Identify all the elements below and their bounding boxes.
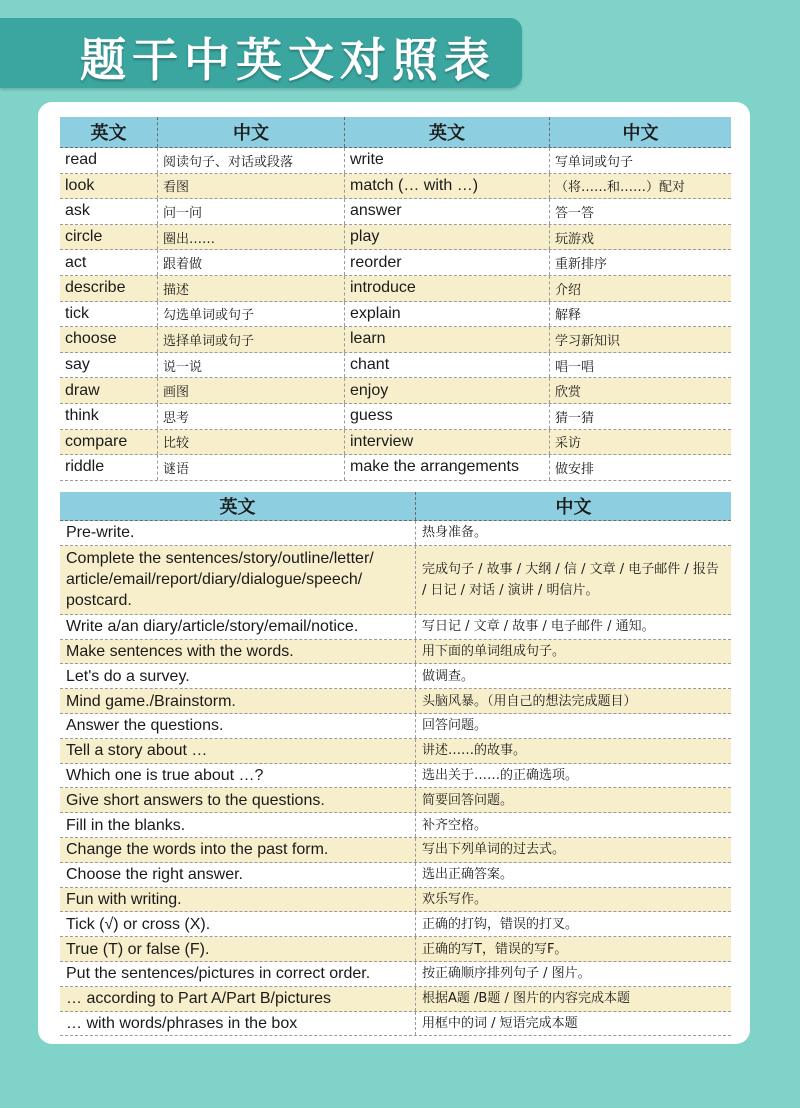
english-instruction: Tick (√) or cross (X).	[60, 912, 416, 936]
header-chinese-2: 中文	[622, 123, 659, 144]
english-term: compare	[60, 430, 158, 455]
chinese-instruction: 头脑风暴。（用自己的想法完成题目）	[422, 693, 637, 709]
english-term: say	[60, 353, 158, 378]
english-instruction: … with words/phrases in the box	[60, 1012, 416, 1036]
english-term: make the arrangements	[345, 455, 550, 480]
table-row	[60, 912, 731, 937]
table-row	[60, 987, 731, 1012]
chinese-instruction: 做调查。	[422, 668, 475, 684]
table-row	[60, 225, 731, 251]
english-term: explain	[345, 302, 550, 327]
english-term: ask	[60, 199, 158, 224]
table-row	[60, 378, 731, 404]
chinese-term: 思考	[158, 404, 345, 429]
chinese-term: 问一问	[158, 199, 345, 224]
english-instruction: Let's do a survey.	[60, 664, 416, 688]
english-term: enjoy	[345, 378, 550, 403]
instruction-table	[60, 492, 731, 1036]
english-instruction: True (T) or false (F).	[60, 937, 416, 961]
chinese-instruction: 选出关于……的正确选项。	[422, 767, 579, 783]
table-row	[60, 404, 731, 430]
chinese-instruction: 选出正确答案。	[422, 867, 514, 883]
english-term: match (… with …)	[345, 174, 550, 199]
english-term: act	[60, 250, 158, 275]
english-term: introduce	[345, 276, 550, 301]
english-instruction: Pre-write.	[60, 521, 416, 545]
chinese-term: 画图	[158, 378, 345, 403]
chinese-term: 描述	[158, 276, 345, 301]
english-term: guess	[345, 404, 550, 429]
header-english-1: 英文	[60, 117, 158, 147]
english-term: answer	[345, 199, 550, 224]
english-term: choose	[60, 327, 158, 352]
chinese-instruction: 欢乐写作。	[422, 891, 488, 907]
table-row	[60, 714, 731, 739]
english-term: look	[60, 174, 158, 199]
chinese-term: 采访	[555, 436, 582, 452]
chinese-term: 做安排	[555, 461, 595, 477]
english-instruction: Mind game./Brainstorm.	[60, 689, 416, 713]
chinese-term: 答一答	[555, 205, 595, 221]
chinese-term: 唱一唱	[555, 359, 595, 375]
page-title: 题干中英文对照表	[80, 33, 496, 87]
english-instruction: Make sentences with the words.	[60, 640, 416, 664]
table-row	[60, 838, 731, 863]
english-instruction: Fun with writing.	[60, 888, 416, 912]
chinese-term: 解释	[555, 308, 582, 324]
chinese-term: 说一说	[158, 353, 345, 378]
english-term: think	[60, 404, 158, 429]
english-term: interview	[345, 430, 550, 455]
chinese-instruction: 用下面的单词组成句子。	[422, 643, 566, 659]
chinese-instruction: 热身准备。	[422, 525, 488, 541]
chinese-term: 选择单词或句子	[158, 327, 345, 352]
header-english-2: 英文	[345, 117, 550, 147]
chinese-instruction: 正确的打钩，错误的打叉。	[422, 916, 579, 932]
chinese-instruction: 写出下列单词的过去式。	[422, 842, 566, 858]
english-term: write	[345, 148, 550, 173]
chinese-term: 勾选单词或句子	[158, 302, 345, 327]
table-row	[60, 174, 731, 200]
table-row	[60, 813, 731, 838]
chinese-term: 跟着做	[158, 250, 345, 275]
chinese-instruction: 讲述……的故事。	[422, 743, 527, 759]
vocabulary-table-header	[60, 117, 731, 148]
table-row	[60, 615, 731, 640]
header-chinese: 中文	[555, 497, 592, 518]
table-row	[60, 546, 731, 615]
header-english: 英文	[60, 492, 416, 520]
table-row	[60, 764, 731, 789]
chinese-instruction: 按正确顺序排列句子 / 图片。	[422, 966, 591, 982]
table-row	[60, 1012, 731, 1037]
english-instruction: Give short answers to the questions.	[60, 788, 416, 812]
table-row	[60, 148, 731, 174]
chinese-term: 比较	[158, 430, 345, 455]
english-instruction: Put the sentences/pictures in correct order.	[60, 962, 416, 986]
english-term: play	[345, 225, 550, 250]
table-row	[60, 250, 731, 276]
table-row	[60, 455, 731, 481]
table-row	[60, 640, 731, 665]
chinese-term: 谜语	[158, 455, 345, 480]
chinese-term: 欣赏	[555, 385, 582, 401]
chinese-term: 圈出……	[158, 225, 345, 250]
english-term: circle	[60, 225, 158, 250]
vocabulary-table-body	[60, 148, 731, 481]
english-term: learn	[345, 327, 550, 352]
header-chinese-1: 中文	[158, 117, 345, 147]
english-term: chant	[345, 353, 550, 378]
vocabulary-table	[60, 117, 731, 481]
chinese-term: 写单词或句子	[555, 154, 634, 170]
english-instruction: Change the words into the past form.	[60, 838, 416, 862]
table-row	[60, 962, 731, 987]
english-instruction: Which one is true about …?	[60, 764, 416, 788]
chinese-term: 介绍	[555, 282, 582, 298]
english-term: read	[60, 148, 158, 173]
chinese-term: 看图	[158, 174, 345, 199]
instruction-table-header	[60, 492, 731, 521]
english-term: describe	[60, 276, 158, 301]
chinese-term: 学习新知识	[555, 333, 621, 349]
chinese-term: 重新排序	[555, 257, 608, 273]
chinese-term: 阅读句子、对话或段落	[158, 148, 345, 173]
table-row	[60, 430, 731, 456]
english-term: reorder	[345, 250, 550, 275]
english-instruction: Tell a story about …	[60, 739, 416, 763]
english-term: riddle	[60, 455, 158, 480]
table-row	[60, 664, 731, 689]
english-instruction: Fill in the blanks.	[60, 813, 416, 837]
table-row	[60, 937, 731, 962]
english-instruction: Choose the right answer.	[60, 863, 416, 887]
table-row	[60, 353, 731, 379]
chinese-instruction: 完成句子 / 故事 / 大纲 / 信 / 文章 / 电子邮件 / 报告 / 日记 / 对话 / 演讲 / 明信片。	[422, 561, 719, 598]
chinese-instruction: 写日记 / 文章 / 故事 / 电子邮件 / 通知。	[422, 619, 655, 635]
table-row	[60, 689, 731, 714]
table-row	[60, 739, 731, 764]
chinese-instruction: 正确的写T，错误的写F。	[422, 941, 568, 957]
instruction-table-body	[60, 521, 731, 1036]
chinese-term: （将……和……）配对	[555, 180, 686, 196]
table-row	[60, 888, 731, 913]
english-instruction: Write a/an diary/article/story/email/notice.	[60, 615, 416, 639]
english-term: draw	[60, 378, 158, 403]
table-row	[60, 788, 731, 813]
chinese-instruction: 简要回答问题。	[422, 792, 514, 808]
chinese-instruction: 根据A题 /B题 / 图片的内容完成本题	[422, 991, 630, 1007]
table-row	[60, 199, 731, 225]
table-row	[60, 327, 731, 353]
english-instruction: Answer the questions.	[60, 714, 416, 738]
chinese-term: 猜一猜	[555, 410, 595, 426]
table-row	[60, 276, 731, 302]
chinese-instruction: 补齐空格。	[422, 817, 488, 833]
table-row	[60, 302, 731, 328]
english-term: tick	[60, 302, 158, 327]
english-instruction: Complete the sentences/story/outline/letter/ article/email/report/diary/dialogue/speech/ postcard.	[60, 546, 416, 614]
chinese-instruction: 回答问题。	[422, 718, 488, 734]
english-instruction: … according to Part A/Part B/pictures	[60, 987, 416, 1011]
title-banner	[0, 18, 522, 88]
table-row	[60, 863, 731, 888]
table-row	[60, 521, 731, 546]
chinese-term: 玩游戏	[555, 231, 595, 247]
chinese-instruction: 用框中的词 / 短语完成本题	[422, 1015, 578, 1031]
